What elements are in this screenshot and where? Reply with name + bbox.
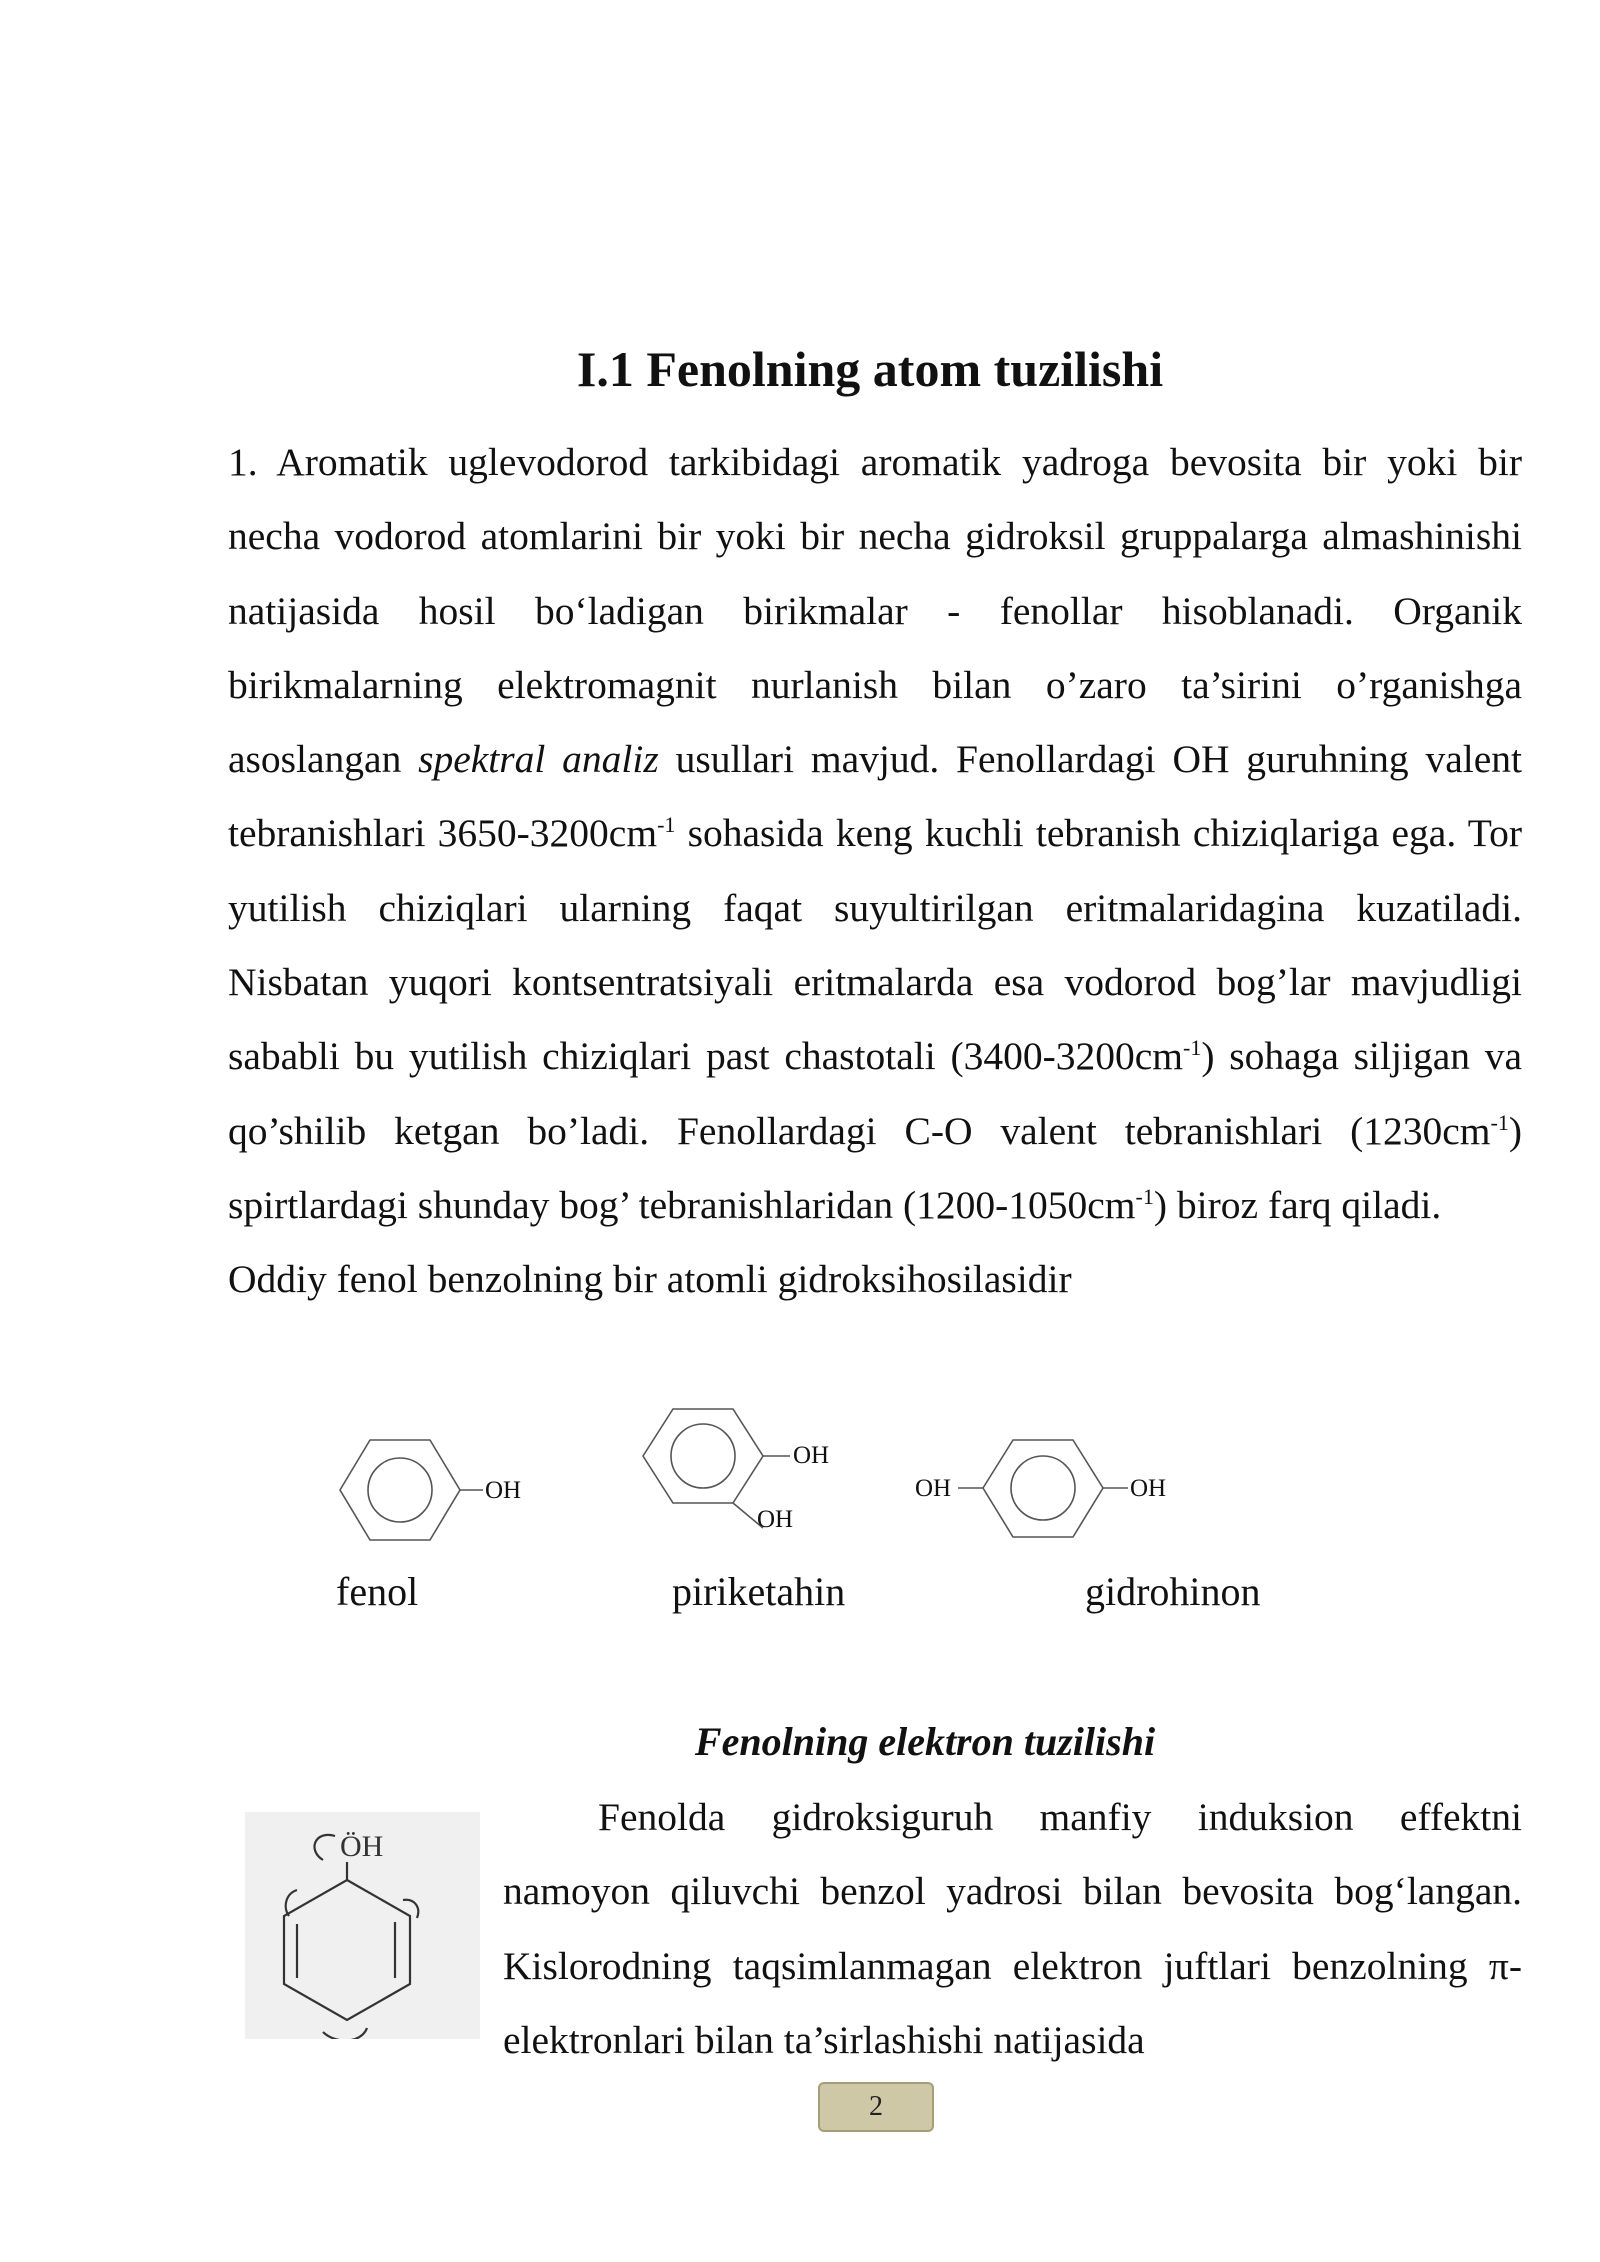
label-fenol: fenol: [336, 1569, 419, 1614]
hydroquinone-oh-label-left: OH: [915, 1475, 952, 1502]
section-subtitle: Fenolning elektron tuzilishi: [694, 1719, 1156, 1764]
page-title: I.1 Fenolning atom tuzilishi: [576, 341, 1164, 397]
structures-figure: [0, 1400, 1600, 1570]
body-text: [228, 425, 1522, 1317]
phenol-structure: [340, 1440, 483, 1540]
paragraph-1: 1. Aromatik uglevodorod tarkibidagi aromatik yadroga bevosita bir yoki bir necha vodorod atomlarini bir yoki bir necha gidroksil gruppalarga almashinishi natijasida hosil bo‘ladigan birikmalar - fenollar hisoblanadi. Organik birikmalarning elektromagnit nurlanish bilan o’zaro ta’sirini o’rganishga asoslangan spektral analiz usullari mavjud. Fenollardagi OH guruhning valent tebranishlari $3650-3200cm^{-1}$ sohasida keng kuchli tebranish chiziqlariga ega. Tor yutilish chiziqlari ularning faqat suyultirilgan eritmalaridagina kuzatiladi. Nisbatan yuqori kontsentratsiyali eritmalarda esa vodorod bog’lar mavjudligi sababli bu yutilish chiziqlari past chastotali $(3400-3200cm^{-1})$ sohaga siljigan va qo’shilib ketgan bo’ladi. Fenollardagi C-O valent tebranishlari $(1230cm^{-1})$ spirtlardagi shunday bog’ tebranishlaridan $(1200-1050cm^{-1})$ biroz farq qiladi.: [228, 440, 1523, 1227]
phenol-oh-label: OH: [485, 1477, 522, 1504]
side-text: [503, 1780, 1522, 2077]
paragraph-2: Oddiy fenol benzolning bir atomli gidroksihosilasidir: [228, 1257, 1072, 1302]
phenol-resonance-figure: [245, 1812, 480, 2039]
side-paragraph: Fenolda gidroksiguruh manfiy induksion effektni namoyon qiluvchi benzol yadrosi bilan bevosita bog‘langan. Kislorodning taqsimlanmagan elektron juftlari benzolning π-elektronlari bilan ta’sirlashishi natijasida: [503, 1795, 1522, 2062]
hydroquinone-structure: [958, 1440, 1128, 1537]
side-figure-oh-label: ÖH: [340, 1830, 384, 1863]
catechol-oh-label-2: OH: [757, 1506, 794, 1533]
catechol-oh-label-1: OH: [793, 1442, 830, 1469]
page-number-badge: 2: [818, 2082, 934, 2132]
label-gidrohinon: gidrohinon: [1085, 1569, 1261, 1614]
label-piriketahin: piriketahin: [672, 1569, 846, 1614]
phenol-resonance-drawing: [245, 1812, 480, 2039]
hydroquinone-oh-label-right: OH: [1130, 1475, 1167, 1502]
